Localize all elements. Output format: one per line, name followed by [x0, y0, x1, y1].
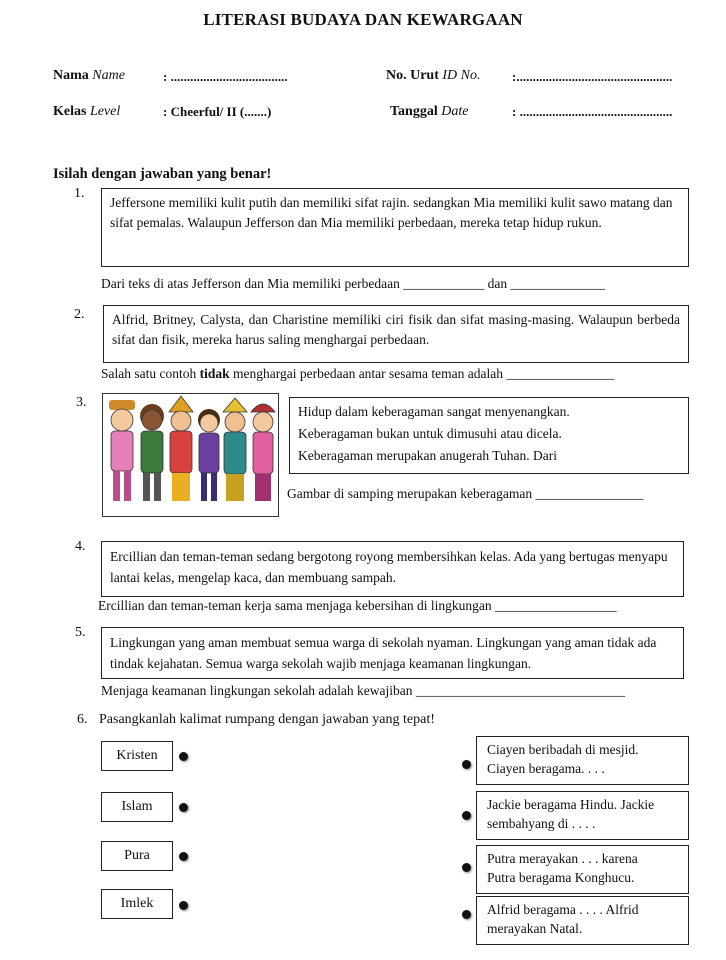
- match-dot-right[interactable]: [462, 910, 471, 919]
- question-number: 1.: [74, 186, 85, 201]
- q2-passage: Alfrid, Britney, Calysta, dan Charistine memiliki ciri fisik dan sifat masing-masing. Walaupun berbeda sifat dan fisik, mereka harus saling menghargai perbedaan.: [103, 305, 689, 363]
- match-dot-left[interactable]: [179, 852, 188, 861]
- match-dot-right[interactable]: [462, 760, 471, 769]
- q5-question: Menjaga keamanan lingkungan sekolah adalah kewajiban _______________________________: [101, 683, 626, 698]
- match-left-imlek[interactable]: Imlek: [101, 889, 173, 919]
- q3-line: Keberagaman merupakan anugerah Tuhan. Dari: [298, 448, 558, 463]
- match-right-line: Alfrid beragama . . . . Alfrid: [487, 902, 639, 917]
- match-right-box[interactable]: [476, 791, 689, 840]
- q4-question: Ercillian dan teman-teman kerja sama menjaga kebersihan di lingkungan __________________: [98, 598, 617, 613]
- level-field[interactable]: : Cheerful/ II (.......): [163, 104, 272, 119]
- match-right-line: Ciayen beribadah di mesjid.: [487, 742, 639, 757]
- match-right-line: Putra merayakan . . . karena: [487, 851, 638, 866]
- match-dot-right[interactable]: [462, 811, 471, 820]
- date-label: Tanggal Date: [390, 104, 469, 119]
- q5-passage: Lingkungan yang aman membuat semua warga di sekolah nyaman. Lingkungan yang aman tidak ada tindak kejahatan. Semua warga sekolah wajib menjaga keamanan lingkungan.: [101, 627, 684, 679]
- match-dot-left[interactable]: [179, 901, 188, 910]
- children-illustration: [102, 393, 279, 517]
- match-right-line: merayakan Natal.: [487, 921, 583, 936]
- question-number: 2.: [74, 307, 85, 322]
- question-number: 5.: [75, 625, 86, 640]
- q3-line: Hidup dalam keberagaman sangat menyenangkan.: [298, 404, 570, 419]
- date-field[interactable]: : ...............................................: [512, 104, 673, 119]
- name-label: Nama Name: [53, 68, 125, 83]
- match-right-line: sembahyang di . . . .: [487, 816, 596, 831]
- id-no-label: No. Urut ID No.: [386, 68, 481, 83]
- match-left-pura[interactable]: Pura: [101, 841, 173, 871]
- match-right-box[interactable]: [476, 845, 689, 894]
- question-number: 6.: [77, 712, 88, 727]
- match-dot-right[interactable]: [462, 863, 471, 872]
- q1-passage: Jeffersone memiliki kulit putih dan memiliki sifat rajin. sedangkan Mia memiliki kulit sawo matang dan sifat pemalas. Walaupun Jefferson dan Mia memiliki perbedaan, mereka tetap hidup rukun.: [101, 188, 689, 267]
- match-dot-left[interactable]: [179, 752, 188, 761]
- q1-question: Dari teks di atas Jefferson dan Mia memiliki perbedaan ____________ dan ______________: [101, 276, 606, 291]
- name-field[interactable]: : ....................................: [163, 69, 288, 84]
- diverse-children-image: [103, 394, 278, 516]
- q6-instruction: Pasangkanlah kalimat rumpang dengan jawaban yang tepat!: [99, 712, 435, 727]
- match-right-box[interactable]: [476, 736, 689, 785]
- question-number: 4.: [75, 539, 86, 554]
- q2-question: Salah satu contoh tidak menghargai perbedaan antar sesama teman adalah ________________: [101, 366, 615, 381]
- match-left-islam[interactable]: Islam: [101, 792, 173, 822]
- id-no-field[interactable]: :................................................: [512, 69, 673, 84]
- match-dot-left[interactable]: [179, 803, 188, 812]
- page-title: LITERASI BUDAYA DAN KEWARGAAN: [203, 10, 523, 29]
- q3-question: Gambar di samping merupakan keberagaman ________________: [287, 486, 644, 501]
- level-label: Kelas Level: [53, 104, 121, 119]
- match-right-line: Jackie beragama Hindu. Jackie: [487, 797, 655, 812]
- match-left-kristen[interactable]: Kristen: [101, 741, 173, 771]
- question-number: 3.: [76, 395, 87, 410]
- match-right-line: Ciayen beragama. . . .: [487, 761, 605, 776]
- match-right-line: Putra beragama Konghucu.: [487, 870, 635, 885]
- instruction: Isilah dengan jawaban yang benar!: [53, 166, 272, 182]
- q3-line: Keberagaman bukan untuk dimusuhi atau dicela.: [298, 426, 562, 441]
- q3-passage: [289, 397, 689, 474]
- q4-passage: Ercillian dan teman-teman sedang bergotong royong membersihkan kelas. Ada yang bertugas menyapu lantai kelas, mengelap kaca, dan membuang sampah.: [101, 541, 684, 597]
- match-right-box[interactable]: [476, 896, 689, 945]
